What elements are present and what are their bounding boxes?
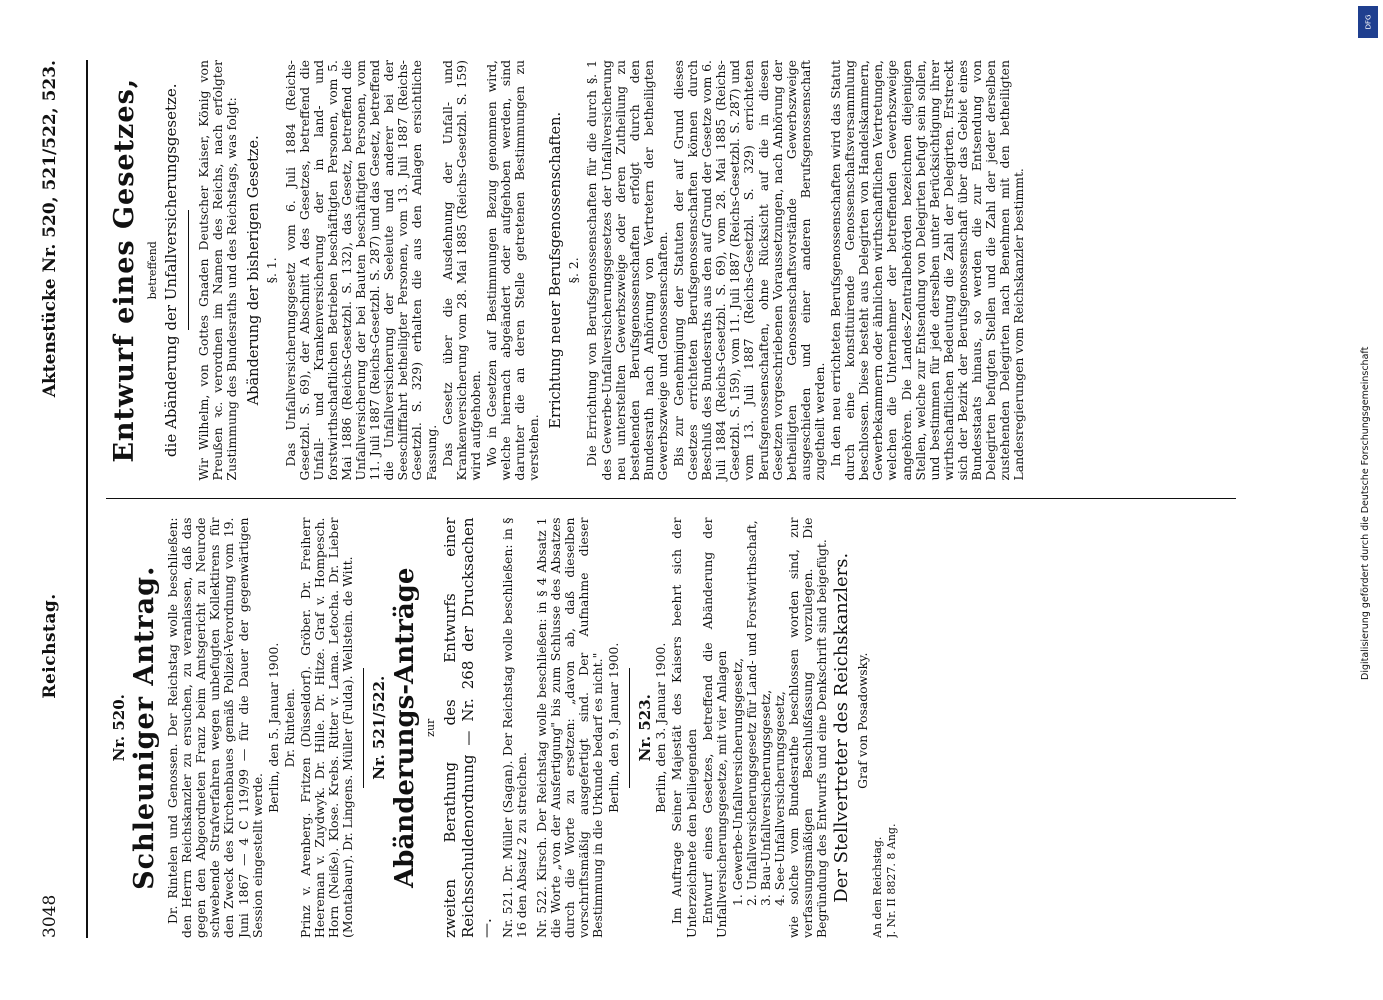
section-2-para-1: Die Errichtung von Berufsgenossenschaften für die durch §. 1 des Gewerbe-Unfallversicherungsgesetzes der Unfallversicherung neu unterstellten Gewerbszweige oder deren Zutheilung zu bestehenden Berufsgenossenschaften erfolgt durch den Bundesrath nach Anhörung von Vertretern der betheiligten Gewerbszweige und Genossenschaften.: [584, 60, 670, 481]
right-column: [106, 60, 1236, 499]
nr521-zur: zur: [424, 718, 438, 737]
draft-preamble: Wir Wilhelm, von Gottes Gnaden Deutscher Kaiser, König von Preußen ꝛc. verordnen im Namen des Reichs, nach erfolgter Zustimmung des Bundesraths und des Reichstags, was folgt:: [196, 60, 240, 481]
nr520-heading: Nr. 520.: [110, 694, 128, 762]
draft-betreffend: betreffend: [146, 241, 159, 300]
nr520-title: Schleuniger Antrag.: [129, 565, 161, 890]
nr523-item: 4. See-Unfallversicherungsgesetz,: [772, 691, 788, 906]
page-header: [40, 60, 88, 938]
nr523-entwurf: Entwurf eines Gesetzes, betreffend die Abänderung der Unfallversicherungsgesetze, mit vier Anlagen: [699, 517, 729, 938]
nr520-date: Berlin, den 5. Januar 1900.: [265, 642, 281, 813]
section-2-para-2: Bis zur Genehmigung der Statuten der auf Grund dieses Gesetzes errichteten Berufsgenossenschaften können durch Beschluß des Bundesraths aus den auf Grund der Gesetze vom 6. Juli 1884 (Reichs-Gesetzbl. S. 69), vom 28. Mai 1885 (Reichs-Gesetzbl. S. 159), vom 11. Juli 1887 (Reichs-Gesetzbl. S. 287) und vom 13. Juli 1887 (Reichs-Gesetzbl. S. 329) errichteten Berufsgenossenschaften, ohne Rücksicht auf die in diesen Gesetzen vorgeschriebenen Voraussetzungen, nach Anhörung der betheiligten Genossenschaftsvorstände Gewerbszweige ausgeschieden und einer anderen Berufsgenossenschaft zugetheilt werden.: [671, 60, 827, 481]
nr523-reference: J. Nr. II 8827. 8 Ang.: [884, 823, 898, 938]
nr520-signer: Dr. Rintelen.: [281, 688, 297, 768]
divider: [363, 668, 364, 788]
nr523-signature-name: Graf von Posadowsky.: [854, 652, 870, 789]
nr523-signature-title: Der Stellvertreter des Reichskanzlers.: [831, 552, 853, 903]
nr522-date: Berlin, den 9. Januar 1900.: [606, 642, 622, 813]
nr523-heading: Nr. 523.: [636, 694, 655, 762]
divider: [629, 668, 630, 788]
dfg-logo: DFG: [1358, 6, 1378, 38]
draft-title: Entwurf eines Gesetzes,: [109, 77, 140, 463]
nr523-address: An den Reichstag.: [870, 836, 884, 938]
section-1-para-3: Wo in Gesetzen auf Bestimmungen Bezug genommen wird, welche hiernach abgeändert oder aufgehoben werden, sind darunter die an deren Stelle getretenen Bestimmungen zu verstehen.: [483, 60, 542, 481]
nr523-intro: Im Auftrage Seiner Majestät des Kaisers beehrt sich der Unterzeichnete den beiliegenden: [669, 517, 699, 938]
section-1-mark: §. 1.: [264, 257, 280, 284]
nr521-title: Abänderungs-Anträge: [390, 567, 421, 888]
nr522-body: Nr. 522. Kirsch. Der Reichstag wolle beschließen: in § 4 Absatz 1 die Worte „von der Ausfertigung" bis zum Schlusse des Absatzes durch die Worte zu ersetzen: „davon ab, daß dieselben vorschriftsmäßig ausgefertigt sind. Der Aufnahme dieser Bestimmung in die Urkunde bedarf es nicht.": [533, 517, 606, 938]
header-right-title: Aktenstücke Nr. 520, 521/522, 523.: [40, 60, 60, 398]
column-rule: [106, 499, 1236, 500]
draft-subject: die Abänderung der Unfallversicherungsgesetze.: [162, 83, 181, 458]
page-number: 3048: [40, 894, 60, 938]
nr521-body: Nr. 521. Dr. Müller (Sagan). Der Reichstag wolle beschließen: in § 16 den Absatz 2 zu streichen.: [499, 517, 529, 938]
digitization-note: Digitalisierung gefördert durch die Deutsche Forschungsgemeinschaft: [1360, 346, 1371, 680]
section-2-mark: §. 2.: [566, 257, 582, 284]
header-left-title: Reichstag.: [40, 593, 60, 699]
section-1-para-1: Das Unfallversicherungsgesetz vom 6. Juli 1884 (Reichs-Gesetzbl. S. 69), der Abschnitt A des Gesetzes, betreffend die Unfall- und Krankenversicherung der in land- und forstwirthschaftlichen Betrieben beschäftigten Personen, vom 5. Mai 1886 (Reichs-Gesetzbl. S. 132), das Gesetz, betreffend die Unfallversicherung der bei Bauten beschäftigten Personen, vom 11. Juli 1887 (Reichs-Gesetzbl. S. 287) und das Gesetz, betreffend die Unfallversicherung der Seeleute und anderer bei der Seeschifffahrt betheiligter Personen, vom 13. Juli 1887 (Reichs-Gesetzbl. S. 329) erhalten die aus den Anlagen ersichtliche Fassung.: [282, 60, 439, 481]
nr523-item: 2. Unfallversicherungsgesetz für Land- und Forstwirthschaft,: [743, 520, 759, 906]
nr523-date: Berlin, den 3. Januar 1900.: [653, 642, 669, 813]
nr523-closing: wie solche vom Bundesrathe beschlossen worden sind, zur verfassungsmäßigen Beschlußfassung vorzulegen. Die Begründung des Entwurfs und eine Denkschrift sind beigefügt.: [786, 517, 830, 938]
nr523-item: 3. Bau-Unfallversicherungsgesetz,: [758, 689, 773, 906]
section-1-para-2: Das Gesetz über die Ausdehnung der Unfall- und Krankenversicherung vom 28. Mai 1885 (Reichs-Gesetzbl. S. 159) wird aufgehoben.: [439, 60, 483, 481]
part1-heading: Abänderung der bisherigen Gesetze.: [246, 135, 263, 406]
part2-heading: Errichtung neuer Berufsgenossenschaften.: [548, 111, 565, 429]
nr520-body: Dr. Rintelen und Genossen. Der Reichstag wolle beschließen: den Herrn Reichskanzler zu ersuchen, zu veranlassen, daß das gegen den Abgeordneten Franz beim Amtsgericht zu Neurode schwebende Strafverfahren wegen unbefugten Kollektirens für den Zweck des Kirchenbaues gemäß Polizei-Verordnung vom 19. Juni 1867 — 4 C 119/99 — für die Dauer der gegenwärtigen Session eingestellt werde.: [165, 517, 265, 938]
nr521-subtitle: zweiten Berathung des Entwurfs einer Reichsschuldenordnung — Nr. 268 der Drucksachen —.: [440, 517, 495, 938]
two-column-body: [106, 60, 1236, 938]
left-column: [106, 500, 1236, 939]
nr520-supporters: Prinz v. Arenberg. Fritzen (Düsseldorf). Gröber. Dr. Freiherr Heereman v. Zuydwyk. Dr. Hille. Dr. Hitze. Graf v. Hompesch. Horn (Neiße). Klose. Krebs. Ritter v. Lama. Letocha. Dr. Lieber (Montabaur). Dr. Lingens. Müller (Fulda). Wellstein. de Witt.: [297, 517, 356, 938]
divider: [188, 210, 189, 330]
nr523-item: 1. Gewerbe-Unfallversicherungsgesetz,: [729, 657, 745, 906]
nr521-heading: Nr. 521/522.: [370, 675, 389, 780]
section-2-para-3: In den neu errichteten Berufsgenossenschaften wird das Statut durch eine konstituirende Genossenschaftsversammlung beschlossen. Diese besteht aus Delegirten von Handelskammern, Gewerbekammern oder ähnlichen wirthschaftlichen Vertretungen, welchen die Unternehmer der betreffenden Gewerbszweige angehören. Die Landes-Zentralbehörden bezeichnen diejenigen Stellen, welche zur Entsendung von Delegirten befugt sein sollen, und bestimmen für jede derselben unter Berücksichtigung ihrer wirthschaftlichen Bedeutung die Zahl der Delegirten. Erstreckt sich der Bezirk der Berufsgenossenschaft über das Gebiet eines Bundesstaats hinaus, so werden die zur Entsendung von Delegirten befugten Stellen und die Zahl der jeder derselben zustehenden Delegirten nach Benehmen mit den betheiligten Landesregierungen vom Reichskanzler bestimmt.: [828, 60, 1027, 481]
